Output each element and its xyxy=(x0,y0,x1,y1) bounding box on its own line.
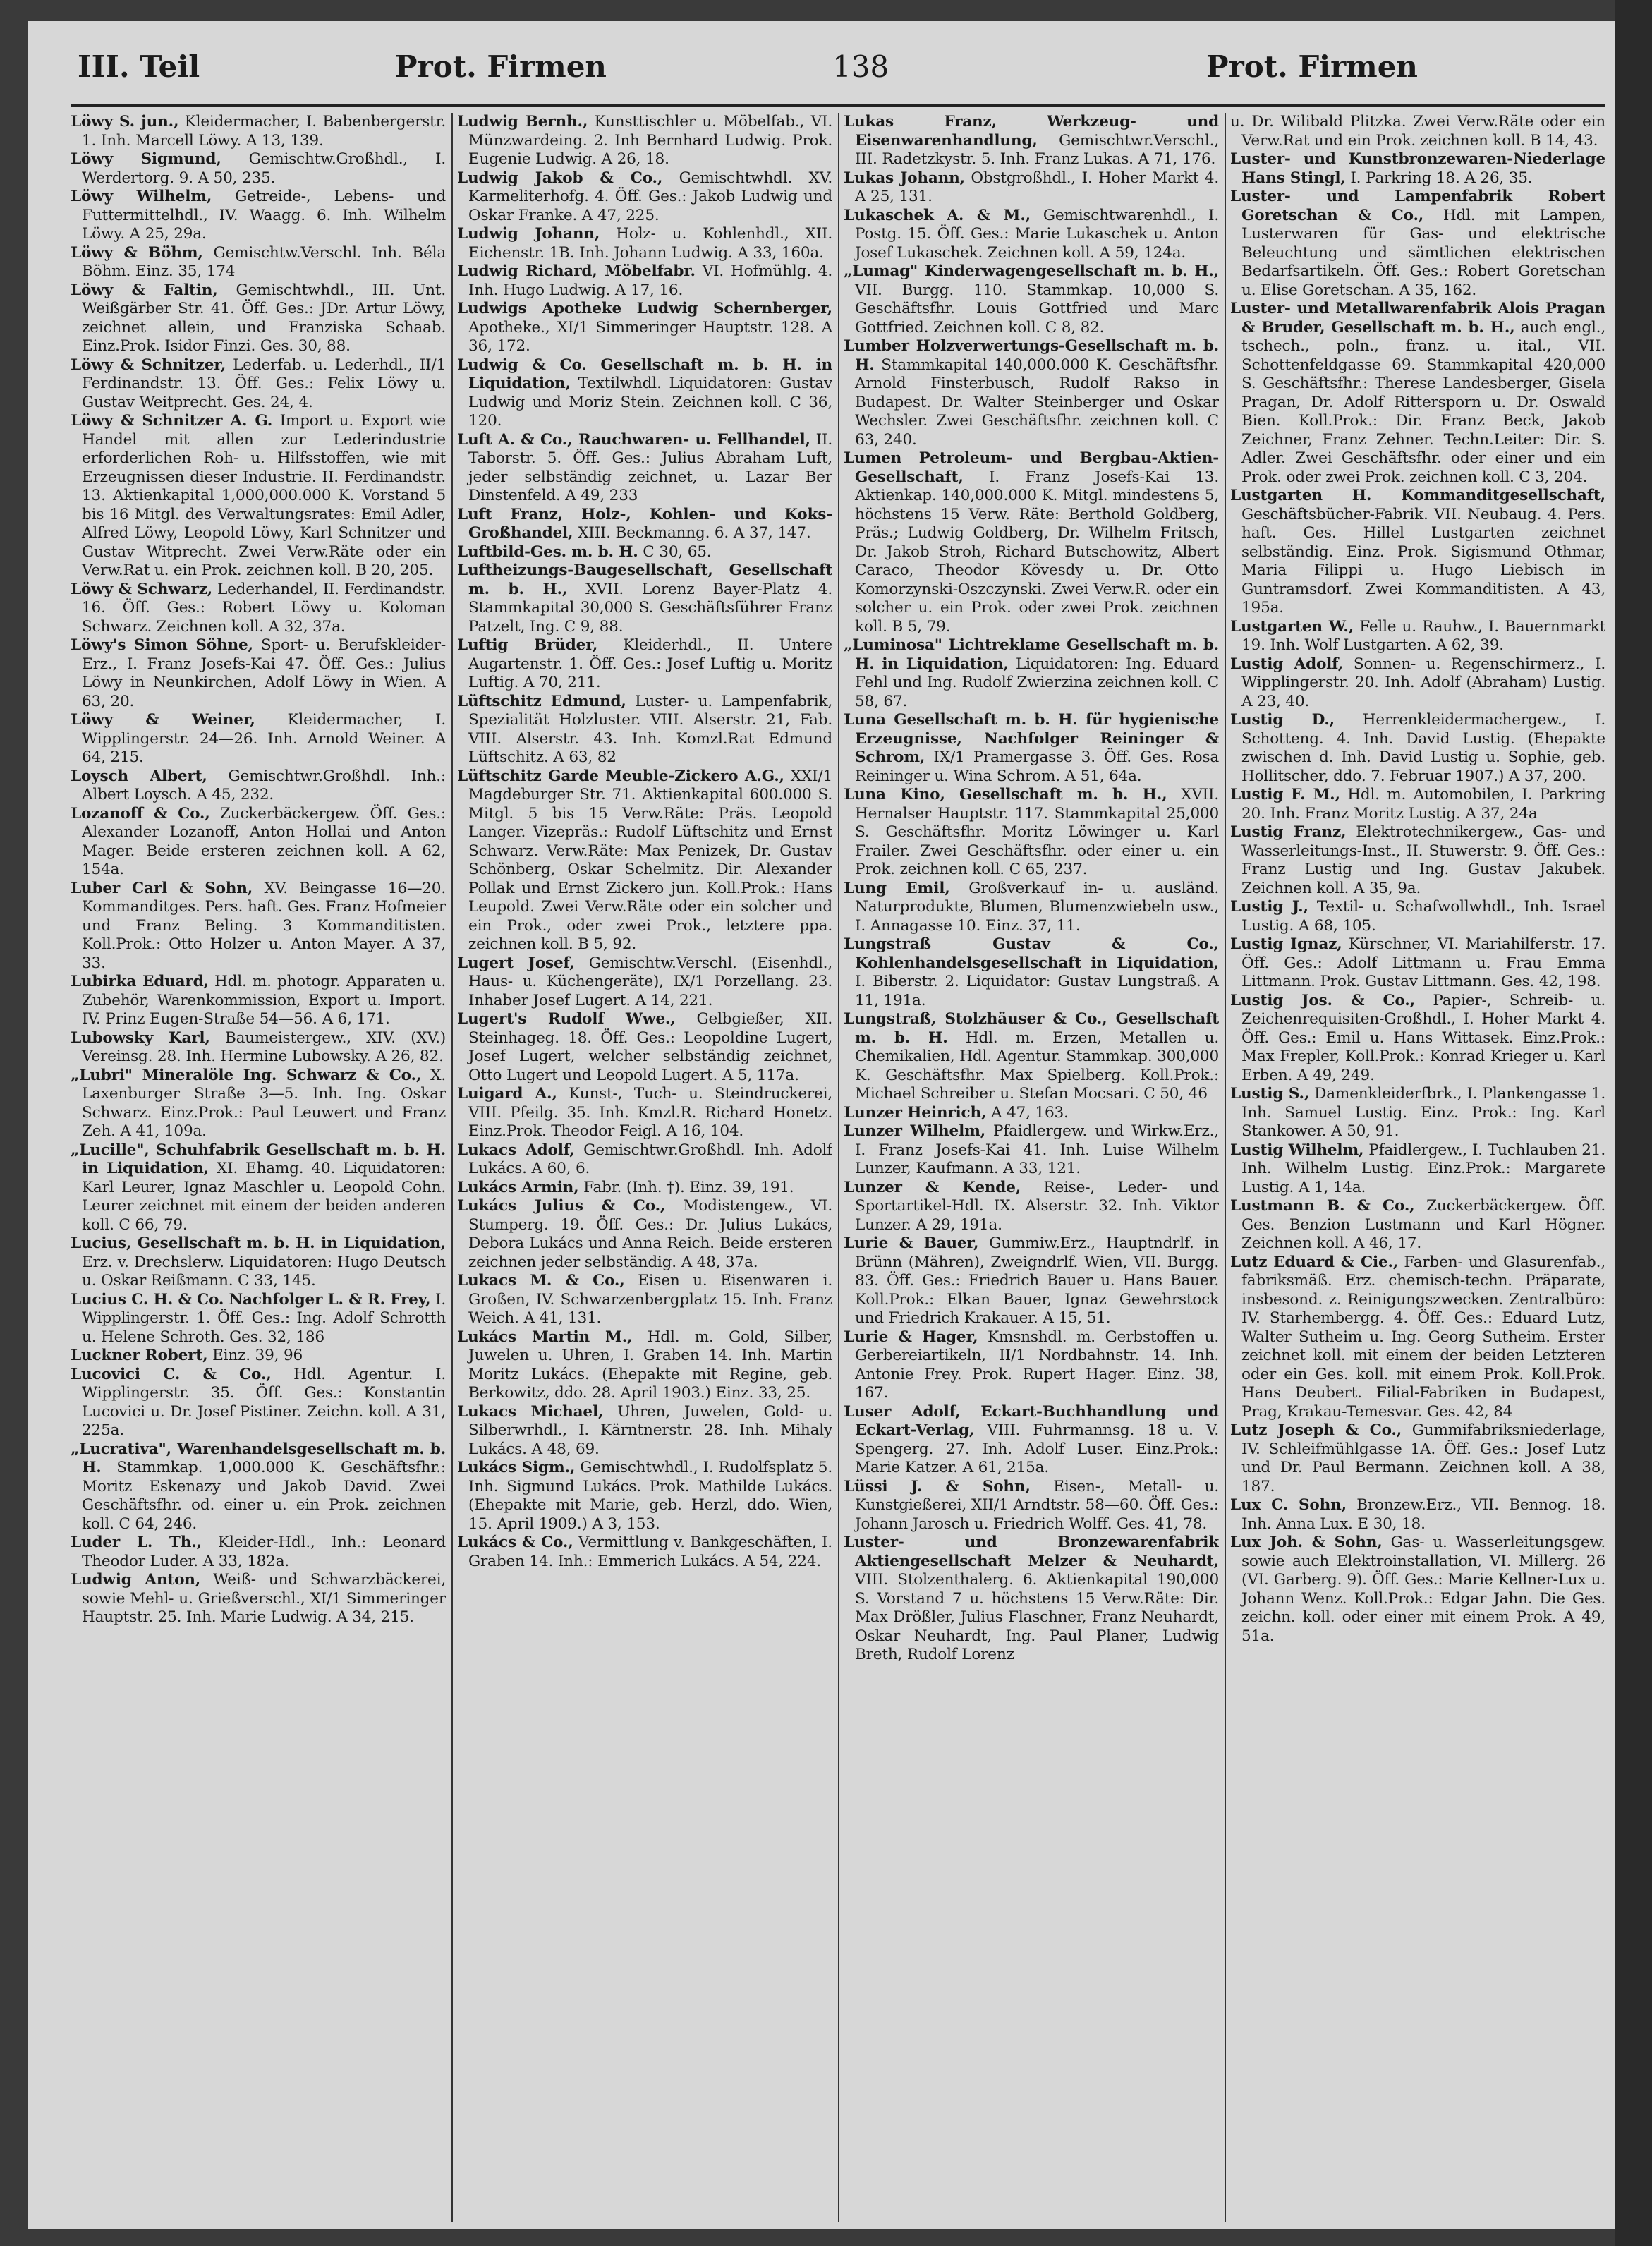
firm-entry xyxy=(71,805,446,880)
firm-name: Lukács Sigm., xyxy=(457,1459,576,1476)
firm-details: Gemischtw.Großhdl., I. Werdertorg. 9. A 50, 235. xyxy=(82,150,446,187)
firm-entry xyxy=(1230,898,1605,935)
firm-name: Lumen Petroleum- und Bergbau-Aktien-Gesellschaft, xyxy=(844,449,1219,486)
firm-entry xyxy=(844,1104,1219,1123)
firm-entry xyxy=(71,1366,446,1440)
firm-details: Lederfab. u. Lederhdl., II/1 Ferdinandstr. 13. Öff. Ges.: Felix Löwy u. Gustav Weitprecht. Ges. 24, 4. xyxy=(82,356,446,411)
firm-name: Löwy & Schwarz, xyxy=(71,580,212,598)
firm-details: Hdl. m. Automobilen, I. Parkring 20. Inh. Franz Moritz Lustig. A 37, 24a xyxy=(1241,786,1605,822)
firm-name: Lustig S., xyxy=(1230,1085,1310,1103)
firm-details: Kleider-Hdl., Inh.: Leonard Theodor Luder. A 33, 182a. xyxy=(82,1534,446,1570)
firm-name: Lustig D., xyxy=(1230,711,1335,729)
firm-details: Gummifabriksniederlage, IV. Schleifmühlgasse 1A. Öff. Ges.: Josef Lutz und Dr. Paul Bermann. Zeichnen koll. A 38, 187. xyxy=(1241,1421,1605,1495)
firm-entry xyxy=(1230,711,1605,786)
firm-entry xyxy=(71,767,446,805)
firm-name: Lustig Adolf, xyxy=(1230,655,1344,673)
firm-details: XIII. Beckmanng. 6. A 37, 147. xyxy=(578,524,811,542)
firm-entry xyxy=(844,262,1219,337)
firm-name: Lung Emil, xyxy=(844,879,950,897)
firm-entry xyxy=(457,1197,832,1272)
firm-name: Lüftschitz Garde Meuble-Zickero A.G., xyxy=(457,767,784,785)
page-header xyxy=(78,49,1601,102)
firm-name: Lustig Ignaz, xyxy=(1230,935,1342,953)
firm-entry xyxy=(844,337,1219,449)
firm-details: Lederhandel, II. Ferdinandstr. 16. Öff. Ges.: Robert Löwy u. Koloman Schwarz. Zeichnen koll. A 32, 37a. xyxy=(82,580,446,636)
firm-entry xyxy=(71,1029,446,1067)
firm-name: Löwy & Weiner, xyxy=(71,711,255,729)
firm-name: Lustig F. M., xyxy=(1230,786,1340,803)
firm-name: Lukacs Michael, xyxy=(457,1402,604,1421)
firm-entry xyxy=(1230,1197,1605,1253)
firm-details: Kleidermacher, I. Wipplingerstr. 24—26. Inh. Arnold Weiner. A 64, 215. xyxy=(82,711,446,766)
firm-details: Import u. Export wie Handel mit allen zur Lederindustrie erforderlichen Roh- u. Hilfsstoffen, wie mit Erzeugnissen dieser Industrie. II. Ferdinandstr. 13. Aktienkapital 1,000,000.000 K. Vorstand 5 bis 16 Mitgl. des Verwaltungsrates: Emil Adler, Alfred Löwy, Leopold Löwy, Karl Schnitzer und Gustav Witprecht. Zwei Verw.Räte oder ein Verw.Rat u. ein Prok. zeichnen koll. B 20, 205. xyxy=(82,412,446,579)
firm-details: Uhren, Juwelen, Gold- u. Silberwrhdl., I. Kärntnerstr. 28. Inh. Mihaly Lukács. A 48, 69. xyxy=(468,1402,832,1458)
firm-name: Luna Gesellschaft m. b. H. für hygienische Erzeugnisse, Nachfolger Reininger & Schrom, xyxy=(844,711,1219,766)
right-section-title: Prot. Firmen xyxy=(1206,49,1418,84)
firm-entry xyxy=(71,636,446,711)
firm-name: „Lumag" Kinderwagengesellschaft m. b. H., xyxy=(844,262,1219,280)
firm-entry xyxy=(844,1234,1219,1328)
firm-entry xyxy=(71,973,446,1029)
firm-details: I. Biberstr. 2. Liquidator: Gustav Lungstraß. A 11, 191a. xyxy=(855,973,1219,1009)
firm-entry xyxy=(457,693,832,767)
firm-entry xyxy=(1230,618,1605,655)
firm-name: Löwy S. jun., xyxy=(71,113,179,130)
firm-entry xyxy=(844,449,1219,636)
firm-details: Stammkapital 140,000.000 K. Geschäftsfhr. Arnold Finsterbusch, Rudolf Rakso in Budapest. Dr. Walter Steinberger und Oskar Wechsler. Zwei Geschäftsfhr. zeichnen koll. C 63, 240. xyxy=(855,356,1219,449)
firm-name: Luder L. Th., xyxy=(71,1534,202,1551)
firm-entry xyxy=(71,281,446,356)
firm-entry xyxy=(1230,935,1605,992)
column-3 xyxy=(844,113,1219,2222)
firm-details: XVII. Lorenz Bayer-Platz 4. Stammkapital 30,000 S. Geschäftsführer Franz Patzelt, Ing. C 9, 88. xyxy=(468,580,832,636)
firm-details: A 47, 163. xyxy=(990,1103,1069,1122)
firm-entry xyxy=(71,244,446,281)
firm-details: Holz- u. Kohlenhdl., XII. Eichenstr. 1B. Inh. Johann Ludwig. A 33, 160a. xyxy=(468,225,832,262)
firm-name: Ludwig & Co. Gesellschaft m. b. H. in Liquidation, xyxy=(457,356,832,392)
column-2 xyxy=(457,113,832,2222)
firm-name: Lurie & Hager, xyxy=(844,1328,978,1346)
firm-details: Gemischtwr.Großhdl. Inh.: Albert Loysch. A 45, 232. xyxy=(82,767,446,803)
left-section-title: Prot. Firmen xyxy=(395,49,607,84)
firm-name: Lunzer & Kende, xyxy=(844,1178,1021,1196)
firm-entry xyxy=(71,1534,446,1571)
firm-details: Kunsttischler u. Möbelfab., VI. Münzwardeing. 2. Inh Bernhard Ludwig. Prok. Eugenie Ludwig. A 26, 18. xyxy=(468,113,832,168)
firm-details: I. Parkring 18. A 26, 35. xyxy=(1350,169,1533,187)
firm-details: Gas- u. Wasserleitungsgew. sowie auch Elektroinstallation, VI. Millerg. 26 (VI. Garberg. 9). Öff. Ges.: Marie Kellner-Lux u. Johann Wenz. Koll.Prok.: Edgar Jahn. Die Ges. zeichn. koll. oder einer mit einem Prok. A 49, 51a. xyxy=(1241,1534,1605,1645)
firm-entry xyxy=(844,1478,1219,1534)
firm-details: Erz. v. Drechslerw. Liquidatoren: Hugo Deutsch u. Oskar Reißmann. C 33, 145. xyxy=(82,1253,446,1289)
firm-name: „Lucille", Schuhfabrik Gesellschaft m. b. H. in Liquidation, xyxy=(71,1141,446,1177)
firm-entry xyxy=(71,1141,446,1235)
firm-name: Ludwig Richard, Möbelfabr. xyxy=(457,262,696,280)
firm-entry xyxy=(71,1571,446,1627)
firm-entry xyxy=(457,954,832,1011)
firm-name: Lungstraß, Stolzhäuser & Co., Gesellschaft m. b. H. xyxy=(844,1010,1219,1047)
firm-name: Ludwig Anton, xyxy=(71,1571,201,1589)
firm-entry xyxy=(71,1347,446,1366)
firm-details: Sonnen- u. Regenschirmerz., I. Wipplingerstr. 20. Inh. Adolf (Abraham) Lustig. A 23, 40. xyxy=(1241,655,1605,710)
firm-name: Luster- und Lampenfabrik Robert Goretschan & Co., xyxy=(1230,188,1605,224)
firm-entry xyxy=(457,1534,832,1571)
firm-name: Lüftschitz Edmund, xyxy=(457,692,626,710)
firm-details: X. Laxenburger Straße 3—5. Inh. Ing. Oskar Schwarz. Einz.Prok.: Paul Leuwert und Franz Zeh. A 41, 109a. xyxy=(82,1066,446,1140)
firm-entry xyxy=(1230,1534,1605,1646)
firm-details: Felle u. Rauhw., I. Bauernmarkt 19. Inh. Wolf Lustgarten. A 62, 39. xyxy=(1241,617,1605,654)
firm-name: Lukaschek A. & M., xyxy=(844,206,1031,224)
firm-entry xyxy=(457,225,832,262)
firm-details: VII. Burgg. 110. Stammkap. 10,000 S. Geschäftsfhr. Louis Gottfried und Marc Gottfried. Zeichnen koll. C 8, 82. xyxy=(855,281,1219,336)
firm-name: Lustig Jos. & Co., xyxy=(1230,991,1415,1009)
firm-name: Lutz Eduard & Cie., xyxy=(1230,1253,1399,1271)
firm-details: Gemischtwr.Verschl., III. Radetzkystr. 5. Inh. Franz Lukas. A 71, 176. xyxy=(855,131,1219,168)
firm-name: Luigard A., xyxy=(457,1085,557,1103)
firm-entry xyxy=(1230,786,1605,823)
firm-entry xyxy=(71,1234,446,1291)
firm-name: Ludwig Bernh., xyxy=(457,113,588,130)
firm-entry xyxy=(1230,1253,1605,1422)
firm-name: Löwy Sigmund, xyxy=(71,150,221,168)
firm-details: Getreide-, Lebens- und Futtermittelhdl., IV. Waagg. 6. Inh. Wilhelm Löwy. A 25, 29a. xyxy=(82,188,446,243)
firm-details: XVII. Hernalser Hauptstr. 117. Stammkapital 25,000 S. Geschäftsfhr. Moritz Löwinger u. Karl Frailer. Zwei Geschäftsfhr. oder einer u. ein Prok. zeichnen koll. C 65, 237. xyxy=(855,786,1219,878)
firm-details: Zuckerbäckergew. Öff. Ges. Benzion Lustmann und Karl Högner. Zeichnen koll. A 46, 17. xyxy=(1241,1197,1605,1252)
firm-entry xyxy=(1230,992,1605,1086)
firm-details: auch engl., tschech., poln., franz. u. ital., VII. Schottenfeldgasse 69. Stammkapital 420,000 S. Geschäftsfhr.: Therese Landesberger, Gisela Pragan, Dr. Adolf Rittersporn u. Dr. Oswald Bien. Koll.Prok.: Dir. Franz Beck, Jakob Zeichner, Franz Zehner. Techn.Leiter: Dir. S. Adler. Zwei Geschäftsfhr. oder einer und ein Prok. oder zwei Prok. zeichnen koll. C 3, 204. xyxy=(1241,318,1605,486)
firm-details: Apotheke., XI/1 Simmeringer Hauptstr. 128. A 36, 172. xyxy=(468,318,832,355)
firm-name: Luftheizungs-Baugesellschaft, Gesellschaft m. b. H., xyxy=(457,562,832,598)
firm-entry xyxy=(457,636,832,693)
firm-name: Löwy Wilhelm, xyxy=(71,188,212,205)
firm-name: Lukacs M. & Co., xyxy=(457,1272,625,1289)
firm-name: Luber Carl & Sohn, xyxy=(71,879,253,897)
firm-details: Pfaidlergew., I. Tuchlauben 21. Inh. Wilhelm Lustig. Einz.Prok.: Margarete Lustig. A 1, 14a. xyxy=(1241,1141,1605,1196)
firm-name: Lustig Franz, xyxy=(1230,823,1347,841)
firm-name: Lutz Joseph & Co., xyxy=(1230,1421,1402,1439)
firm-entry xyxy=(457,169,832,226)
firm-name: Lunzer Wilhelm, xyxy=(844,1122,986,1140)
firm-name: Lukács Armin, xyxy=(457,1178,579,1196)
firm-entry xyxy=(457,1403,832,1459)
firm-entry xyxy=(844,880,1219,936)
firm-entry xyxy=(1230,150,1605,188)
firm-entry xyxy=(1230,300,1605,487)
firm-name: Loysch Albert, xyxy=(71,767,207,785)
firm-name: Lucius C. H. & Co. Nachfolger L. & R. Frey, xyxy=(71,1290,431,1309)
firm-entry xyxy=(1230,188,1605,300)
firm-name: Luft Franz, Holz-, Kohlen- und Koks-Großhandel, xyxy=(457,505,832,542)
firm-details: Stammkap. 1,000.000 K. Geschäftsfhr.: Moritz Eskenazy und Jakob David. Zwei Geschäftsfhr. od. einer u. ein Prok. zeichnen koll. C 64, 246. xyxy=(82,1459,446,1533)
firm-entry xyxy=(457,300,832,356)
part-label: III. Teil xyxy=(78,49,200,84)
firm-name: Lumber Holzverwertungs-Gesellschaft m. b. H. xyxy=(844,337,1219,374)
firm-details: Kmsnshdl. m. Gerbstoffen u. Gerbereiartikeln, II/1 Nordbahnstr. 14. Inh. Antonie Frey. Prok. Rupert Hager. Einz. 38, 167. xyxy=(855,1328,1219,1402)
firm-name: Lunzer Heinrich, xyxy=(844,1103,987,1122)
firm-entry xyxy=(457,1179,832,1198)
firm-details: Damenkleiderfbrk., I. Plankengasse 1. Inh. Samuel Lustig. Einz. Prok.: Ing. Karl Stankower. A 50, 91. xyxy=(1241,1085,1605,1140)
firm-details: Hdl. m. photogr. Apparaten u. Zubehör, Warenkommission, Export u. Import. IV. Prinz Eugen-Straße 54—56. A 6, 171. xyxy=(82,973,446,1028)
firm-entry xyxy=(457,562,832,636)
firm-entry xyxy=(844,1122,1219,1179)
firm-details: Gelbgießer, XII. Steinhageg. 18. Öff. Ges.: Leopoldine Lugert, Josef Lugert, welcher selbständig zeichnet, Otto Lugert und Leopold Lugert. A 5, 117a. xyxy=(468,1010,832,1084)
firm-details: Weiß- und Schwarzbäckerei, sowie Mehl- u. Grießverschl., XI/1 Simmeringer Hauptstr. 25. Inh. Marie Ludwig. A 34, 215. xyxy=(82,1571,446,1626)
firm-details: XI. Ehamg. 40. Liquidatoren: Karl Leurer, Ignaz Maschler u. Leopold Cohn. Leurer zeichnet mit einem der beiden anderen koll. C 66, 79. xyxy=(82,1160,446,1234)
firm-name: Ludwig Jakob & Co., xyxy=(457,169,663,187)
firm-name: „Luminosa" Lichtreklame Gesellschaft m. b. H. in Liquidation, xyxy=(844,636,1219,673)
firm-entry xyxy=(71,880,446,973)
firm-entry xyxy=(457,1010,832,1085)
firm-details: u. Dr. Wilibald Plitzka. Zwei Verw.Räte oder ein Verw.Rat und ein Prok. zeichnen koll. B 14, 43. xyxy=(1230,113,1605,150)
firm-entry xyxy=(71,711,446,767)
firm-entry xyxy=(457,1141,832,1179)
firm-name: Lukács Martin M., xyxy=(457,1328,633,1346)
firm-entry xyxy=(1230,1141,1605,1198)
firm-name: Lugert Josef, xyxy=(457,954,575,972)
firm-name: Lucius, Gesellschaft m. b. H. in Liquidation, xyxy=(71,1234,446,1252)
firm-details: VI. Hofmühlg. 4. Inh. Hugo Ludwig. A 17, 16. xyxy=(468,262,832,299)
firm-name: Löwy & Faltin, xyxy=(71,281,218,299)
firm-entry xyxy=(457,262,832,300)
firm-details: Papier-, Schreib- u. Zeichenrequisiten-Großhdl., I. Hoher Markt 4. Öff. Ges.: Emil u. Hans Wittasek. Einz.Prok.: Max Frepler, Koll.Prok.: Konrad Krieger u. Karl Erben. A 49, 249. xyxy=(1241,991,1605,1084)
firm-details: XXI/1 Magdeburger Str. 71. Aktienkapital 600.000 S. Mitgl. 5 bis 15 Verw.Räte: Präs. Leopold Langer. Vizepräs.: Rudolf Lüftschitz und Ernst Schwarz. Verw.Räte: Max Penizek, Dr. Gustav Schönberg, Oskar Schelmitz. Dir. Alexander Pollak und Ernst Zickero jun. Koll.Prok.: Hans Leupold. Zwei Verw.Räte oder ein solcher und ein Prok., oder zwei Prok., letztere ppa. zeichnen koll. B 5, 92. xyxy=(468,767,832,953)
column-1 xyxy=(71,113,446,2222)
firm-details: Hdl. mit Lampen, Lusterwaren für Gas- und elektrische Beleuchtung und sämtlichen elektrischen Bedarfsartikeln. Öff. Ges.: Robert Goretschan u. Elise Goretschan. A 35, 162. xyxy=(1241,206,1605,299)
firm-details: Sport- u. Berufskleider-Erz., I. Franz Josefs-Kai 47. Öff. Ges.: Julius Löwy in Neunkirchen, Adolf Löwy in Wien. A 63, 20. xyxy=(82,636,446,710)
firm-entry xyxy=(1230,1421,1605,1496)
firm-details: Baumeistergew., XIV. (XV.) Vereinsg. 28. Inh. Hermine Lubowsky. A 26, 82. xyxy=(82,1028,446,1065)
firm-details: VIII. Fuhrmannsg. 18 u. V. Spengerg. 27. Inh. Adolf Luser. Einz.Prok.: Marie Katzer. A 61, 215a. xyxy=(855,1421,1219,1476)
directory-page xyxy=(28,21,1615,2229)
firm-entry xyxy=(71,188,446,244)
firm-details: Farben- und Glasurenfab., fabriksmäß. Erz. chemisch-techn. Präparate, insbesond. z. Reinigungszwecken. Zentralbüro: IV. Starhembergg. 4. Öff. Ges.: Eduard Lutz, Walter Sutheim u. Ing. Georg Sutheim. Erster zeichnet koll. mit einem der beiden Letzteren oder ein Ges. koll. mit einem Prok. Koll.Prok. Hans Deubert. Filial-Fabriken in Budapest, Prag, Krakau-Temesvar. Ges. 42, 84 xyxy=(1241,1253,1605,1421)
firm-entry xyxy=(1230,113,1605,150)
firm-details: Herrenkleidermachergew., I. Schotteng. 4. Inh. David Lustig. (Ehepakte zwischen d. Inh. David Lustig u. Sophie, geb. Hollitscher, ddo. 7. Februar 1907.) A 37, 200. xyxy=(1241,711,1605,785)
firm-entry xyxy=(844,169,1219,207)
firm-name: Löwy & Schnitzer A. G. xyxy=(71,412,273,430)
firm-details: Eisen-, Metall- u. Kunstgießerei, XII/1 Arndtstr. 58—60. Öff. Ges.: Johann Jarosch u. Friedrich Wolff. Ges. 41, 78. xyxy=(855,1477,1219,1533)
firm-name: Luckner Robert, xyxy=(71,1347,208,1364)
firm-entry xyxy=(71,150,446,188)
firm-entry xyxy=(844,1403,1219,1478)
firm-name: „Lucrativa", Warenhandelsgesellschaft m. b. H. xyxy=(71,1440,446,1476)
firm-name: Luster- und Kunstbronzewaren-Niederlage Hans Stingl, xyxy=(1230,150,1605,187)
firm-entry xyxy=(71,1067,446,1141)
firm-name: Lux Joh. & Sohn, xyxy=(1230,1534,1383,1551)
firm-name: Lucovici C. & Co., xyxy=(71,1365,272,1383)
firm-name: Luftbild-Ges. m. b. H. xyxy=(457,542,638,561)
firm-details: Gemischtwarenhdl., I. Postg. 15. Öff. Ges.: Marie Lukaschek u. Anton Josef Lukaschek. Zeichnen koll. A 59, 124a. xyxy=(855,206,1219,262)
firm-name: Lüssi J. & Sohn, xyxy=(844,1477,1031,1495)
firm-entry xyxy=(1230,1085,1605,1141)
firm-entry xyxy=(457,356,832,431)
firm-name: Luster- und Metallwarenfabrik Alois Pragan & Bruder, Gesellschaft m. b. H., xyxy=(1230,300,1605,336)
firm-details: Gemischtw.Verschl. (Eisenhdl., Haus- u. Küchengeräte), IX/1 Porzellang. 23. Inhaber Josef Lugert. A 14, 221. xyxy=(468,954,832,1009)
firm-details: Gemischtwhdl. XV. Karmeliterhofg. 4. Öff. Ges.: Jakob Ludwig und Oskar Franke. A 47, 225. xyxy=(468,169,832,224)
firm-details: I. Franz Josefs-Kai 13. Aktienkap. 140,000.000 K. Mitgl. mindestens 5, höchstens 15 Verw. Räte: Berthold Goldberg, Präs.; Ludwig Goldberg, Dr. Wilhelm Fritsch, Dr. Jakob Stroh, Richard Butschowitz, Albert Caraco, Theodor Kövesdy u. Dr. Otto Komorzynski-Oszczynski. Zwei Verw.R. oder ein solcher u. ein Prok. oder zwei Prok. zeichnen koll. B 5, 79. xyxy=(855,468,1219,636)
firm-entry xyxy=(71,412,446,581)
firm-details: Gummiw.Erz., Hauptndrlf. in Brünn (Mähren), Zweigndrlf. Wien, VII. Burgg. 83. Öff. Ges.: Friedrich Bauer u. Hans Bauer. Koll.Prok.: Elkan Bauer, Ignaz Gewehrstock und Friedrich Krakauer. A 15, 51. xyxy=(855,1234,1219,1327)
firm-name: Lukas Johann, xyxy=(844,169,965,187)
firm-details: IX/1 Pramergasse 3. Öff. Ges. Rosa Reininger u. Wina Schrom. A 51, 64a. xyxy=(855,748,1219,785)
firm-name: Lubowsky Karl, xyxy=(71,1028,210,1047)
firm-details: Fabr. (Inh. †). Einz. 39, 191. xyxy=(583,1178,794,1196)
entry-columns xyxy=(71,113,1605,2222)
firm-entry xyxy=(1230,1496,1605,1534)
firm-details: Gemischtwhdl., I. Rudolfsplatz 5. Inh. Sigmund Lukács. Prok. Mathilde Lukács. (Ehepakte mit Marie, geb. Herzl, ddo. Wien, 15. April 1909.) A 3, 153. xyxy=(468,1459,832,1533)
firm-details: Bronzew.Erz., VII. Bennog. 18. Inh. Anna Lux. E 30, 18. xyxy=(1241,1496,1605,1533)
firm-entry xyxy=(71,1291,446,1347)
firm-details: Zuckerbäckergew. Öff. Ges.: Alexander Lozanoff, Anton Hollai und Anton Mager. Beide ersteren zeichnen koll. A 62, 154a. xyxy=(82,804,446,878)
firm-details: C 30, 65. xyxy=(643,542,712,561)
firm-name: Löwy & Böhm, xyxy=(71,243,203,262)
firm-details: Liquidatoren: Ing. Eduard Fehl und Ing. Rudolf Zwierzina zeichnen koll. C 58, 67. xyxy=(855,655,1219,710)
firm-entry xyxy=(844,711,1219,786)
firm-name: Lukács Julius & Co., xyxy=(457,1197,666,1215)
firm-entry xyxy=(457,1272,832,1328)
firm-entry xyxy=(457,1328,832,1403)
page-number: 138 xyxy=(832,49,889,84)
column-4 xyxy=(1230,113,1605,2222)
firm-details: Hdl. Agentur. I. Wipplingerstr. 35. Öff. Ges.: Konstantin Lucovici u. Dr. Josef Pistiner. Zeichn. koll. A 31, 225a. xyxy=(82,1365,446,1439)
firm-name: Luser Adolf, Eckart-Buchhandlung und Eckart-Verlag, xyxy=(844,1402,1219,1439)
scan-edge xyxy=(1615,0,1652,2246)
firm-entry xyxy=(844,636,1219,711)
firm-entry xyxy=(457,113,832,169)
firm-name: Lustig J., xyxy=(1230,898,1308,916)
firm-details: XV. Beingasse 16—20. Kommanditges. Pers. haft. Ges. Franz Hofmeier und Franz Beling. 3 Kommanditisten. Koll.Prok.: Otto Holzer u. Anton Mayer. A 37, 33. xyxy=(82,879,446,972)
firm-details: Kunst-, Tuch- u. Steindruckerei, VIII. Pfeilg. 35. Inh. Kmzl.R. Richard Honetz. Einz.Prok. Theodor Feigl. A 16, 104. xyxy=(468,1085,832,1140)
firm-details: Luster- u. Lampenfabrik, Spezialität Holzluster. VIII. Alserstr. 21, Fab. VIII. Alserstr. 43. Inh. Komzl.Rat Edmund Lüftschitz. A 63, 82 xyxy=(468,692,832,766)
firm-name: Ludwig Johann, xyxy=(457,225,600,243)
firm-details: Modistengew., VI. Stumperg. 19. Öff. Ges.: Dr. Julius Lukács, Debora Lukács und Anna Reich. Beide ersteren zeichnen jeder selbständig. A 48, 37a. xyxy=(468,1197,832,1271)
firm-name: „Lubri" Mineralöle Ing. Schwarz & Co., xyxy=(71,1066,422,1084)
firm-details: Gemischtwr.Großhdl. Inh. Adolf Lukács. A 60, 6. xyxy=(468,1141,832,1177)
firm-details: Obstgroßhdl., I. Hoher Markt 4. A 25, 131. xyxy=(855,169,1219,205)
firm-details: Kleidermacher, I. Babenbergerstr. 1. Inh. Marcell Löwy. A 13, 139. xyxy=(82,113,446,150)
firm-details: VIII. Stolzenthalerg. 6. Aktienkapital 190,000 S. Vorstand 7 u. höchstens 15 Verw.Räte: Dir. Max Drößler, Julius Flaschner, Franz Neuhardt, Oskar Neuhardt, Ing. Paul Planer, Ludwig Breth, Rudolf Lorenz xyxy=(855,1571,1219,1663)
firm-details: Geschäftsbücher-Fabrik. VII. Neubaug. 4. Pers. haft. Ges. Hillel Lustgarten zeichnet selbständig. Einz. Prok. Sigismund Othmar, Maria Filippi u. Hugo Liebisch in Guntramsdorf. Zwei Kommanditisten. A 43, 195a. xyxy=(1241,505,1605,617)
firm-details: Hdl. m. Gold, Silber, Juwelen u. Uhren, I. Graben 14. Inh. Martin Moritz Lukács. (Ehepakte mit Regine, geb. Berkowitz, ddo. 28. April 1903.) Einz. 33, 25. xyxy=(468,1328,832,1402)
firm-entry xyxy=(844,935,1219,1010)
firm-details: Kürschner, VI. Mariahilferstr. 17. Öff. Ges.: Adolf Littmann u. Frau Emma Littmann. Prok. Gustav Littmann. Ges. 42, 198. xyxy=(1241,935,1605,990)
firm-details: Großverkauf in- u. ausländ. Naturprodukte, Blumen, Blumenzwiebeln usw., I. Annagasse 10. Einz. 37, 11. xyxy=(855,879,1219,935)
firm-entry xyxy=(71,356,446,413)
firm-name: Luna Kino, Gesellschaft m. b. H., xyxy=(844,786,1167,803)
firm-name: Lubirka Eduard, xyxy=(71,973,209,990)
firm-details: Gemischtwhdl., III. Unt. Weißgärber Str. 41. Öff. Ges.: JDr. Artur Löwy, zeichnet allein, und Franziska Schaab. Einz.Prok. Isidor Finzi. Ges. 30, 88. xyxy=(82,281,446,355)
firm-name: Ludwigs Apotheke Ludwig Schernberger, xyxy=(457,300,832,317)
firm-name: Lugert's Rudolf Wwe., xyxy=(457,1010,676,1028)
firm-entry xyxy=(1230,823,1605,898)
firm-details: Hdl. m. Erzen, Metallen u. Chemikalien, Hdl. Agentur. Stammkap. 300,000 K. Geschäftsfhr. Max Spielberg. Koll.Prok.: Michael Schreiber u. Stefan Mocsari. C 50, 46 xyxy=(855,1028,1219,1103)
firm-entry xyxy=(71,113,446,150)
firm-entry xyxy=(844,1179,1219,1235)
firm-entry xyxy=(1230,655,1605,712)
firm-entry xyxy=(457,1459,832,1534)
firm-entry xyxy=(1230,487,1605,618)
firm-name: Lustmann B. & Co., xyxy=(1230,1197,1415,1215)
firm-name: Löwy & Schnitzer, xyxy=(71,356,226,374)
firm-name: Lukács & Co., xyxy=(457,1534,573,1551)
firm-name: Lungstraß Gustav & Co., Kohlenhandelsgesellschaft in Liquidation, xyxy=(844,935,1219,972)
firm-name: Luft A. & Co., Rauchwaren- u. Fellhandel, xyxy=(457,430,810,449)
firm-details: Textilwhdl. Liquidatoren: Gustav Ludwig und Moriz Stein. Zeichnen koll. C 36, 120. xyxy=(468,375,832,430)
firm-name: Lustgarten W., xyxy=(1230,617,1354,636)
firm-entry xyxy=(71,581,446,637)
firm-name: Lurie & Bauer, xyxy=(844,1234,979,1252)
firm-details: II. Taborstr. 5. Öff. Ges.: Julius Abraham Luft, jeder selbständig zeichnet, u. Lazar Ber Dinstenfeld. A 49, 233 xyxy=(468,430,832,504)
header-rule xyxy=(71,104,1605,107)
firm-entry xyxy=(844,1328,1219,1403)
firm-details: Eisen u. Eisenwaren i. Großen, IV. Schwarzenbergplatz 15. Inh. Franz Weich. A 41, 131. xyxy=(468,1272,832,1327)
firm-name: Lux C. Sohn, xyxy=(1230,1496,1347,1514)
firm-name: Lukacs Adolf, xyxy=(457,1141,575,1159)
firm-entry xyxy=(457,767,832,954)
firm-entry xyxy=(844,1534,1219,1665)
firm-entry xyxy=(457,431,832,506)
firm-details: Kleiderhdl., II. Untere Augartenstr. 1. Öff. Ges.: Josef Luftig u. Moritz Luftig. A 70, 211. xyxy=(468,636,832,691)
firm-details: Pfaidlergew. und Wirkw.Erz., I. Franz Josefs-Kai 41. Inh. Luise Wilhelm Lunzer, Kaufmann. A 33, 121. xyxy=(855,1122,1219,1177)
firm-details: I. Wipplingerstr. 1. Öff. Ges.: Ing. Adolf Schrotth u. Helene Schroth. Ges. 32, 186 xyxy=(82,1290,446,1346)
firm-details: Vermittlung v. Bankgeschäften, I. Graben 14. Inh.: Emmerich Lukács. A 54, 224. xyxy=(468,1534,832,1570)
firm-details: Einz. 39, 96 xyxy=(212,1347,303,1364)
firm-details: Elektrotechnikergew., Gas- und Wasserleitungs-Inst., II. Stuwerstr. 9. Öff. Ges.: Franz Lustig und Ing. Gustav Jakubek. Zeichnen koll. A 35, 9a. xyxy=(1241,823,1605,897)
firm-entry xyxy=(457,506,832,543)
firm-details: Gemischtw.Verschl. Inh. Béla Böhm. Einz. 35, 174 xyxy=(82,243,446,280)
firm-entry xyxy=(844,1010,1219,1104)
firm-name: Lozanoff & Co., xyxy=(71,804,210,822)
firm-entry xyxy=(844,113,1219,169)
firm-name: Lustig Wilhelm, xyxy=(1230,1141,1364,1159)
firm-name: Löwy's Simon Söhne, xyxy=(71,636,253,654)
firm-name: Luster- und Bronzewarenfabrik Aktiengesellschaft Melzer & Neuhardt, xyxy=(844,1534,1219,1570)
firm-entry xyxy=(844,207,1219,263)
firm-entry xyxy=(844,786,1219,880)
firm-entry xyxy=(457,1085,832,1141)
firm-details: Textil- u. Schafwollwhdl., Inh. Israel Lustig. A 68, 105. xyxy=(1241,898,1605,935)
firm-name: Luftig Brüder, xyxy=(457,636,598,654)
firm-entry xyxy=(457,543,832,562)
firm-details: Reise-, Leder- und Sportartikel-Hdl. IX. Alserstr. 32. Inh. Viktor Lunzer. A 29, 191a. xyxy=(855,1178,1219,1234)
firm-entry xyxy=(71,1440,446,1534)
firm-name: Lustgarten H. Kommanditgesellschaft, xyxy=(1230,487,1605,504)
firm-name: Lukas Franz, Werkzeug- und Eisenwarenhandlung, xyxy=(844,113,1219,150)
